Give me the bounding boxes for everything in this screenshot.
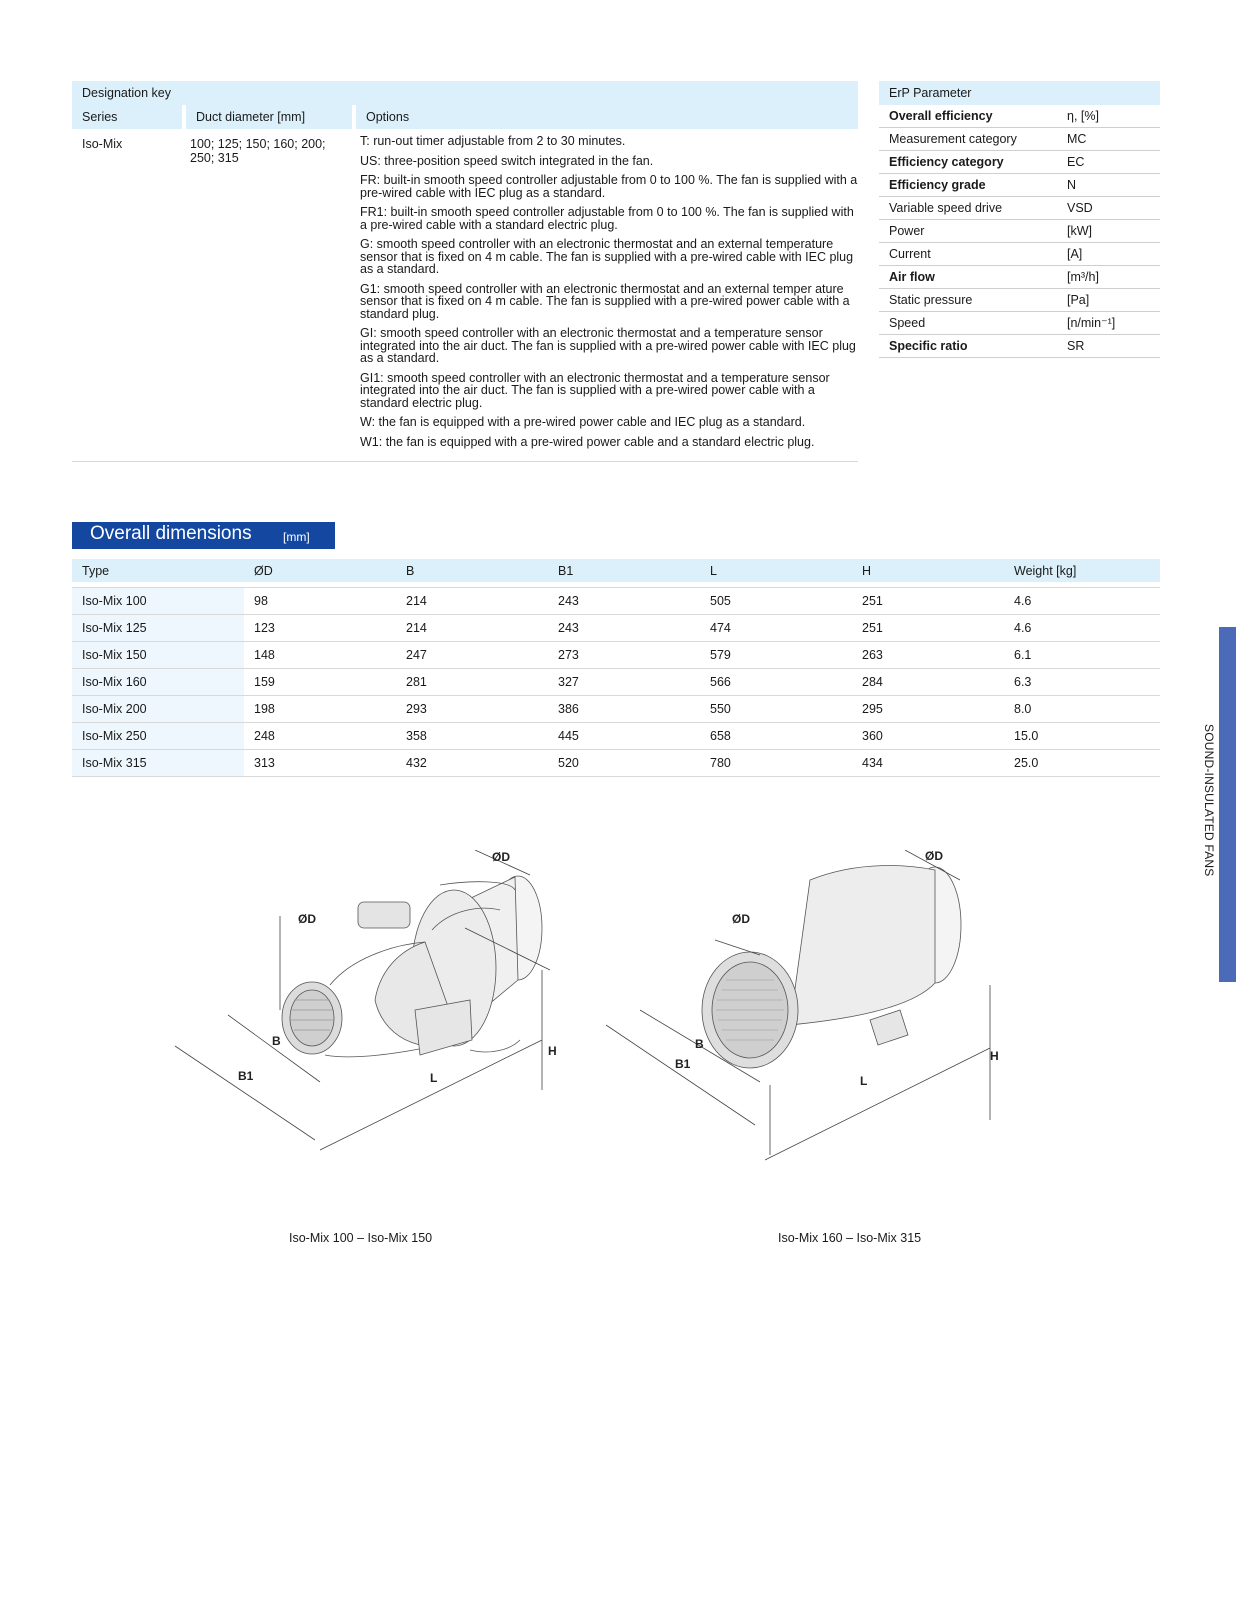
value-cell: 273 bbox=[548, 642, 700, 669]
erp-key: Overall efficiency bbox=[889, 109, 993, 123]
value-cell: 263 bbox=[852, 642, 1004, 669]
value-cell: 251 bbox=[852, 615, 1004, 642]
overall-dimensions-title bbox=[72, 522, 335, 549]
label-l-left: L bbox=[430, 1071, 438, 1085]
value-cell: 474 bbox=[700, 615, 852, 642]
value-cell: 243 bbox=[548, 615, 700, 642]
option-item: G: smooth speed controller with an electronic thermostat and an external temperature sensor that is fixed on 4 m cable. The fan is supplied with a pre-wired cable with IEC plug as a standard. bbox=[360, 237, 854, 276]
label-b-left: B bbox=[272, 1034, 281, 1048]
erp-value: [m³/h] bbox=[1067, 270, 1099, 284]
option-item: GI: smooth speed controller with an electronic thermostat and a temperature sensor integrated into the air duct. The fan is supplied with a pre-wired power cable with IEC plug as a standard. bbox=[360, 326, 856, 365]
value-cell: 4.6 bbox=[1004, 615, 1160, 642]
erp-key: Speed bbox=[889, 316, 926, 330]
option-item: GI1: smooth speed controller with an electronic thermostat and a temperature sensor integrated into the air duct. The fan is supplied with a pre-wired power cable with a standard electric plug. bbox=[360, 370, 830, 410]
erp-row bbox=[879, 105, 1160, 128]
value-cell: 293 bbox=[396, 696, 548, 723]
column-header: Type bbox=[72, 559, 244, 582]
erp-row bbox=[879, 289, 1160, 312]
erp-key: Power bbox=[889, 224, 925, 238]
label-d-right-right: ØD bbox=[925, 850, 943, 863]
series-value: Iso-Mix bbox=[82, 137, 123, 151]
erp-title: ErP Parameter bbox=[879, 81, 1160, 105]
erp-row bbox=[879, 174, 1160, 197]
value-cell: 386 bbox=[548, 696, 700, 723]
side-label bbox=[1192, 724, 1222, 974]
value-cell: 248 bbox=[244, 723, 396, 750]
erp-value: VSD bbox=[1067, 201, 1093, 215]
designation-key-body bbox=[72, 129, 858, 462]
erp-key: Variable speed drive bbox=[889, 201, 1003, 215]
value-cell: 15.0 bbox=[1004, 723, 1160, 750]
value-cell: 8.0 bbox=[1004, 696, 1160, 723]
value-cell: 658 bbox=[700, 723, 852, 750]
type-cell: Iso-Mix 125 bbox=[72, 615, 244, 642]
table-row bbox=[72, 723, 1160, 750]
erp-value: [Pa] bbox=[1067, 293, 1090, 307]
header-series: Series bbox=[72, 105, 182, 129]
column-header: L bbox=[700, 559, 852, 582]
caption-right: Iso-Mix 160 – Iso-Mix 315 bbox=[778, 1231, 922, 1245]
value-cell: 579 bbox=[700, 642, 852, 669]
type-cell: Iso-Mix 100 bbox=[72, 588, 244, 615]
value-cell: 327 bbox=[548, 669, 700, 696]
value-cell: 281 bbox=[396, 669, 548, 696]
value-cell: 520 bbox=[548, 750, 700, 777]
erp-value: SR bbox=[1067, 339, 1085, 353]
erp-value: EC bbox=[1067, 155, 1085, 169]
option-item: W1: the fan is equipped with a pre-wired power cable and a standard electric plug. bbox=[360, 434, 815, 449]
label-h-right: H bbox=[990, 1049, 999, 1063]
value-cell: 251 bbox=[852, 588, 1004, 615]
fan-drawing-right bbox=[606, 850, 999, 1160]
label-d-left-right: ØD bbox=[732, 912, 750, 926]
erp-row bbox=[879, 128, 1160, 151]
overall-dimensions-unit: [mm] bbox=[283, 530, 310, 544]
value-cell: 358 bbox=[396, 723, 548, 750]
label-h-left: H bbox=[548, 1044, 557, 1058]
header-duct: Duct diameter [mm] bbox=[186, 105, 352, 129]
column-header: ØD bbox=[244, 559, 396, 582]
erp-key: Current bbox=[889, 247, 931, 261]
table-row bbox=[72, 750, 1160, 777]
fan-drawings-svg bbox=[170, 850, 1070, 1200]
value-cell: 98 bbox=[244, 588, 396, 615]
erp-parameter-table bbox=[879, 81, 1160, 358]
erp-key: Air flow bbox=[889, 270, 935, 284]
value-cell: 123 bbox=[244, 615, 396, 642]
value-cell: 25.0 bbox=[1004, 750, 1160, 777]
value-cell: 243 bbox=[548, 588, 700, 615]
value-cell: 214 bbox=[396, 615, 548, 642]
value-cell: 148 bbox=[244, 642, 396, 669]
erp-key: Specific ratio bbox=[889, 339, 968, 353]
label-b-right: B bbox=[695, 1037, 704, 1051]
designation-key-title: Designation key bbox=[72, 81, 858, 105]
option-item: US: three-position speed switch integrated in the fan. bbox=[360, 153, 654, 168]
designation-key-header bbox=[72, 105, 858, 129]
erp-value: η, [%] bbox=[1067, 109, 1099, 123]
erp-row bbox=[879, 220, 1160, 243]
erp-value: MC bbox=[1067, 132, 1087, 146]
erp-row bbox=[879, 266, 1160, 289]
side-label-text: SOUND-INSULATED FANS bbox=[1202, 724, 1216, 877]
option-item: FR1: built-in smooth speed controller adjustable from 0 to 100 %. The fan is supplied with a pre-wired cable with a standard electric plug. bbox=[360, 205, 854, 232]
erp-key: Measurement category bbox=[889, 132, 1017, 146]
label-d-right-left: ØD bbox=[492, 850, 510, 864]
erp-row bbox=[879, 197, 1160, 220]
type-cell: Iso-Mix 315 bbox=[72, 750, 244, 777]
label-d-left-left: ØD bbox=[298, 912, 316, 926]
label-b1-right: B1 bbox=[675, 1057, 691, 1071]
type-cell: Iso-Mix 150 bbox=[72, 642, 244, 669]
value-cell: 550 bbox=[700, 696, 852, 723]
dimensions-table bbox=[72, 559, 1160, 777]
value-cell: 214 bbox=[396, 588, 548, 615]
fan-drawings bbox=[170, 850, 1070, 1200]
value-cell: 6.1 bbox=[1004, 642, 1160, 669]
column-header: H bbox=[852, 559, 1004, 582]
table-row bbox=[72, 642, 1160, 669]
option-item: FR: built-in smooth speed controller adjustable from 0 to 100 %. The fan is supplied with a pre-wired cable with IEC plug as a standard. bbox=[360, 173, 858, 200]
value-cell: 159 bbox=[244, 669, 396, 696]
value-cell: 566 bbox=[700, 669, 852, 696]
label-b1-left: B1 bbox=[238, 1069, 254, 1083]
erp-row bbox=[879, 335, 1160, 358]
column-header: Weight [kg] bbox=[1004, 559, 1160, 582]
column-header: B1 bbox=[548, 559, 700, 582]
option-item: W: the fan is equipped with a pre-wired power cable and IEC plug as a standard. bbox=[360, 415, 806, 429]
type-cell: Iso-Mix 160 bbox=[72, 669, 244, 696]
value-cell: 4.6 bbox=[1004, 588, 1160, 615]
erp-value: [A] bbox=[1067, 247, 1083, 261]
table-row bbox=[72, 588, 1160, 615]
duct-value: 100; 125; 150; 160; 200; 250; 315 bbox=[190, 137, 326, 165]
table-row bbox=[72, 696, 1160, 723]
label-l-right: L bbox=[860, 1074, 868, 1088]
fan-drawing-left bbox=[175, 850, 557, 1150]
caption-left: Iso-Mix 100 – Iso-Mix 150 bbox=[289, 1231, 433, 1245]
erp-key: Efficiency category bbox=[889, 155, 1004, 169]
designation-key bbox=[72, 81, 858, 462]
erp-value: N bbox=[1067, 178, 1077, 192]
value-cell: 505 bbox=[700, 588, 852, 615]
erp-key: Efficiency grade bbox=[889, 178, 986, 192]
erp-value: [n/min⁻¹] bbox=[1067, 316, 1116, 330]
column-header: B bbox=[396, 559, 548, 582]
value-cell: 198 bbox=[244, 696, 396, 723]
options-list bbox=[352, 135, 858, 455]
value-cell: 313 bbox=[244, 750, 396, 777]
value-cell: 295 bbox=[852, 696, 1004, 723]
value-cell: 780 bbox=[700, 750, 852, 777]
overall-dimensions-heading: Overall dimensions bbox=[90, 523, 252, 544]
table-row bbox=[72, 615, 1160, 642]
erp-key: Static pressure bbox=[889, 293, 973, 307]
option-item: T: run-out timer adjustable from 2 to 30 minutes. bbox=[360, 134, 626, 148]
value-cell: 432 bbox=[396, 750, 548, 777]
table-row bbox=[72, 669, 1160, 696]
value-cell: 284 bbox=[852, 669, 1004, 696]
erp-value: [kW] bbox=[1067, 224, 1092, 238]
header-options: Options bbox=[356, 105, 858, 129]
erp-row bbox=[879, 312, 1160, 335]
erp-row bbox=[879, 243, 1160, 266]
value-cell: 6.3 bbox=[1004, 669, 1160, 696]
value-cell: 434 bbox=[852, 750, 1004, 777]
option-item: G1: smooth speed controller with an electronic thermostat and an external temper ature sensor that is fixed on 4 m cable. The fan is supplied with a pre-wired power cable with a standard plug. bbox=[360, 281, 850, 321]
value-cell: 360 bbox=[852, 723, 1004, 750]
value-cell: 445 bbox=[548, 723, 700, 750]
type-cell: Iso-Mix 250 bbox=[72, 723, 244, 750]
type-cell: Iso-Mix 200 bbox=[72, 696, 244, 723]
value-cell: 247 bbox=[396, 642, 548, 669]
erp-row bbox=[879, 151, 1160, 174]
